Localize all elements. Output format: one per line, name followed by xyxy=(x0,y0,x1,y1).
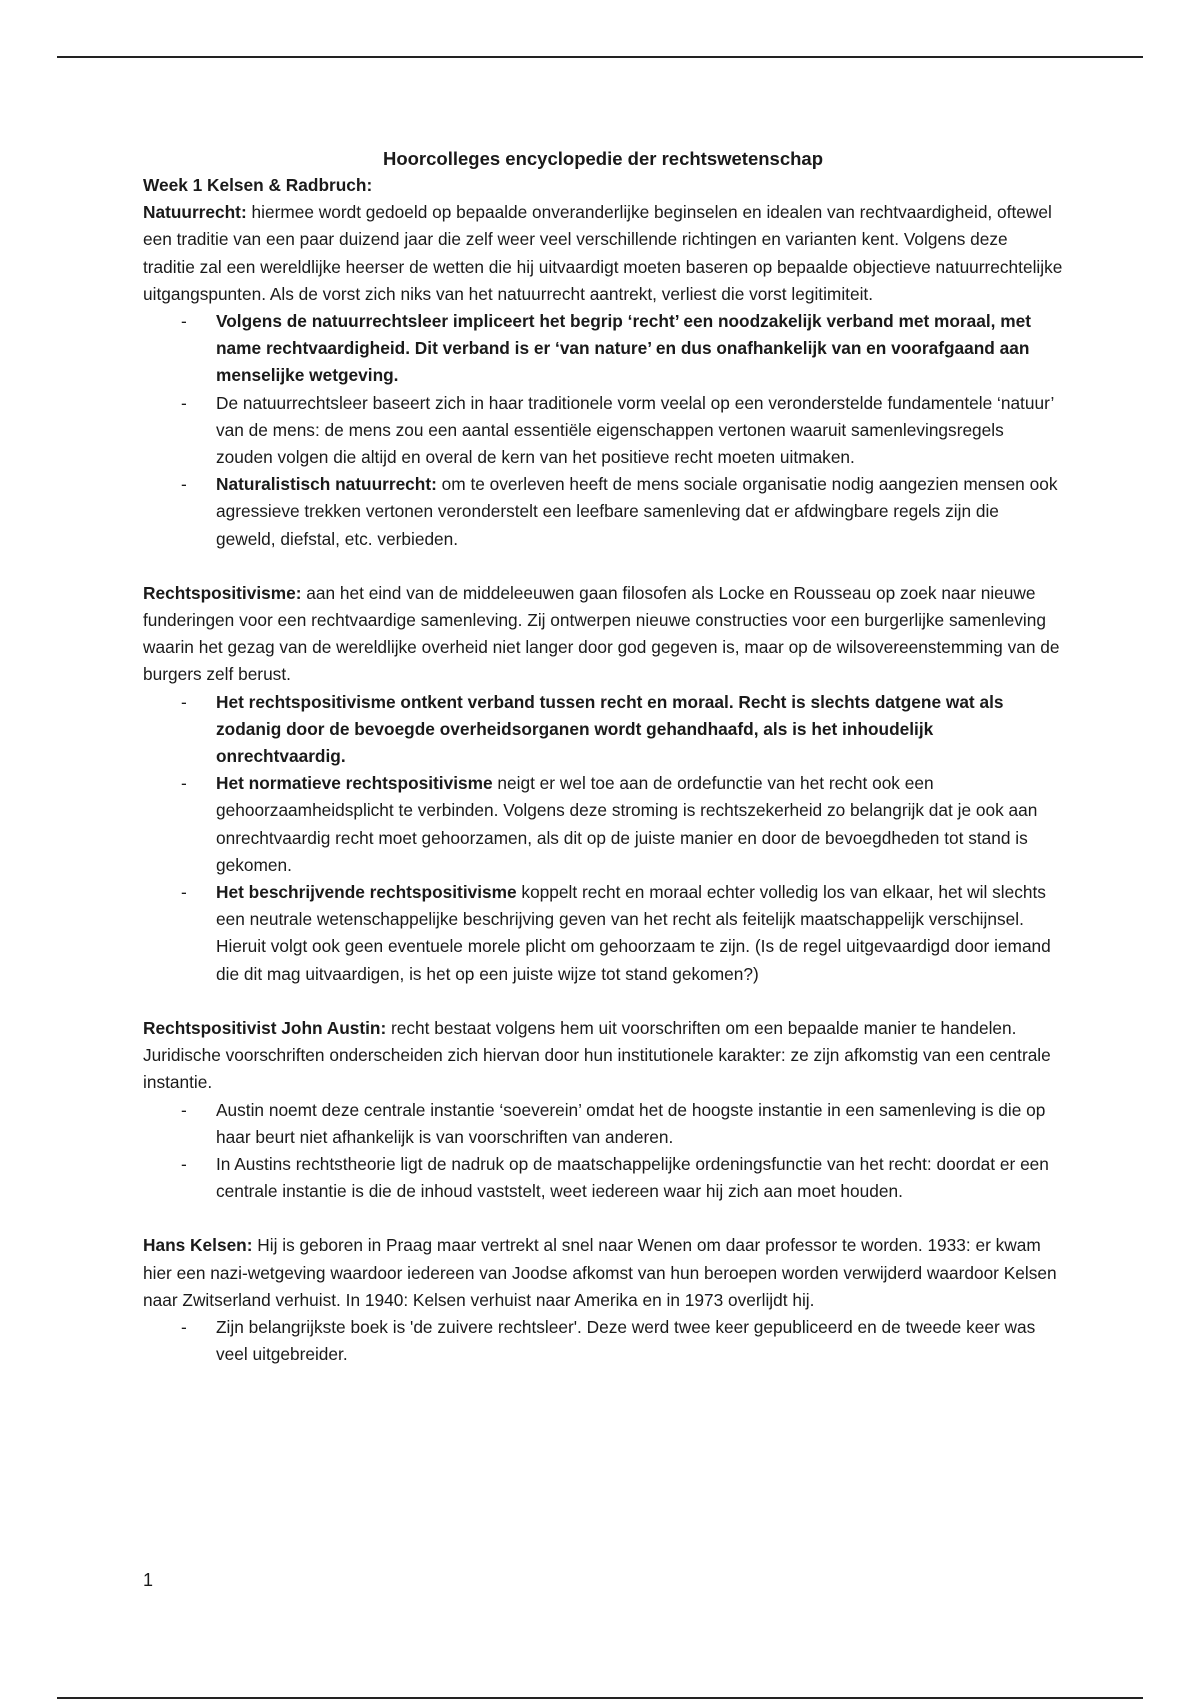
list-item-text: In Austins rechtstheorie ligt de nadruk op de maatschappelijke ordeningsfunctie van het recht: doordat er een centrale instantie is die de inhoud vaststelt, weet iedereen waar hij zich aan moet houden. xyxy=(216,1153,1049,1202)
list-item-bold: Naturalistisch natuurrecht: xyxy=(216,474,437,495)
section-text: hiermee wordt gedoeld op bepaalde onveranderlijke beginselen en idealen van rechtvaardigheid, oftewel een traditie van een paar duizend jaar die zelf weer veel verschillende richtingen en varianten kent. Volgens deze traditie zal een wereldlijke heerser de wetten die hij uitvaardigt moeten baseren op bepaalde objectieve natuurrechtelijke uitgangspunten. Als de vorst zich niks van het natuurrecht aantrekt, verliest die vorst legitimiteit. xyxy=(143,202,1063,304)
section-paragraph xyxy=(143,199,1063,308)
section-text: recht bestaat volgens hem uit voorschriften om een bepaalde manier te handelen. Juridische voorschriften onderscheiden zich hiervan door hun institutionele karakter: ze zijn afkomstig van een centrale instantie. xyxy=(143,1017,1051,1093)
bullet-dash: - xyxy=(181,882,187,903)
list-item xyxy=(143,879,1063,988)
section-term: Rechtspositivisme: xyxy=(143,582,302,603)
list-item-bold: Het beschrijvende rechtspositivisme xyxy=(216,882,517,903)
section-hans-kelsen xyxy=(143,1232,1063,1368)
document-body xyxy=(143,145,1063,1368)
section-paragraph xyxy=(143,1232,1063,1314)
bullet-list xyxy=(143,1097,1063,1206)
bullet-list xyxy=(143,308,1063,553)
bullet-dash: - xyxy=(181,311,187,332)
bullet-dash: - xyxy=(181,1099,187,1120)
section-paragraph xyxy=(143,1015,1063,1097)
list-item-text: Zijn belangrijkste boek is 'de zuivere rechtsleer'. Deze werd twee keer gepubliceerd en de tweede keer was veel uitgebreider. xyxy=(216,1316,1036,1365)
section-text: aan het eind van de middeleeuwen gaan filosofen als Locke en Rousseau op zoek naar nieuwe funderingen voor een rechtvaardige samenleving. Zij ontwerpen nieuwe constructies voor een burgerlijke samenleving waarin het gezag van de wereldlijke overheid niet langer door god gegeven is, maar op de wilsovereenstemming van de burgers zelf berust. xyxy=(143,582,1060,685)
bullet-dash: - xyxy=(181,392,187,413)
section-term: Hans Kelsen: xyxy=(143,1235,253,1256)
section-natuurrecht xyxy=(143,199,1063,553)
section-text: Hij is geboren in Praag maar vertrekt al snel naar Wenen om daar professor te worden. 1933: er kwam hier een nazi-wetgeving waardoor iedereen van Joodse afkomst van hun beroepen worden verwijderd waardoor Kelsen naar Zwitserland verhuist. In 1940: Kelsen verhuist naar Amerika en in 1973 overlijdt hij. xyxy=(143,1235,1057,1310)
list-item-text: neigt er wel toe aan de ordefunctie van het recht ook een gehoorzaamheidsplicht te verbinden. Volgens deze stroming is rechtszekerheid zo belangrijk dat je ook aan onrechtvaardig recht moet gehoorzamen, als dit op de juiste manier en door de bevoegdheden tot stand is gekomen. xyxy=(216,773,1038,875)
bullet-dash: - xyxy=(181,1153,187,1174)
list-item-text: koppelt recht en moraal echter volledig los van elkaar, het wil slechts een neutrale wetenschappelijke beschrijving geven van het recht als feitelijk maatschappelijk verschijnsel. Hieruit volgt ook geen eventuele morele plicht om gehoorzaam te zijn. (Is de regel uitgevaardigd door iemand die dit mag uitvaardigen, is het op een juiste wijze tot stand gekomen?) xyxy=(216,882,1051,984)
list-item-bold: Volgens de natuurrechtsleer impliceert het begrip ‘recht’ een noodzakelijk verband met moraal, met name rechtvaardigheid. Dit verband is er ‘van nature’ en dus onafhankelijk van en voorafgaand aan menselijke wetgeving. xyxy=(216,311,1032,386)
bullet-dash: - xyxy=(181,474,187,495)
section-term: Natuurrecht: xyxy=(143,202,247,223)
list-item-text: De natuurrechtsleer baseert zich in haar traditionele vorm veelal op een veronderstelde fundamentele ‘natuur’ van de mens: de mens zou een aantal essentiële eigenschappen vertonen waaruit samenlevingsregels zouden volgen die altijd en overal de kern van het positieve recht moeten uitmaken. xyxy=(216,392,1054,468)
bullet-list xyxy=(143,689,1063,988)
section-spacer xyxy=(143,1205,1063,1232)
section-paragraph xyxy=(143,580,1063,689)
list-item-bold: Het rechtspositivisme ontkent verband tussen recht en moraal. Recht is slechts datgene wat als zodanig door de bevoegde overheidsorganen wordt gehandhaafd, als is het inhoudelijk onrechtvaardig. xyxy=(216,691,1004,767)
list-item xyxy=(143,1151,1063,1205)
bullet-dash: - xyxy=(181,1316,187,1337)
list-item xyxy=(143,471,1063,553)
section-term: Rechtspositivist John Austin: xyxy=(143,1017,387,1038)
list-item xyxy=(143,390,1063,472)
list-item-text: om te overleven heeft de mens sociale organisatie nodig aangezien mensen ook agressieve trekken vertonen veronderstelt een leefbare samenleving dat er afdwingbare regels zijn die geweld, diefstal, etc. verbieden. xyxy=(216,474,1058,549)
list-item-text: Austin noemt deze centrale instantie ‘soeverein’ omdat het de hoogste instantie in een samenleving is die op haar beurt niet afhankelijk is van voorschriften van anderen. xyxy=(216,1099,1046,1147)
week-heading: Week 1 Kelsen & Radbruch: xyxy=(143,175,373,195)
section-spacer xyxy=(143,553,1063,580)
list-item xyxy=(143,308,1063,390)
header-rule xyxy=(57,56,1143,58)
footer-rule xyxy=(57,1697,1143,1699)
bullet-list xyxy=(143,1314,1063,1368)
page-number: 1 xyxy=(143,1570,154,1590)
bullet-dash: - xyxy=(181,773,187,794)
list-item xyxy=(143,770,1063,879)
list-item xyxy=(143,1314,1063,1368)
section-john-austin xyxy=(143,1015,1063,1205)
list-item xyxy=(143,689,1063,771)
section-rechtspositivisme xyxy=(143,580,1063,988)
section-spacer xyxy=(143,988,1063,1015)
bullet-dash: - xyxy=(181,691,187,712)
list-item xyxy=(143,1097,1063,1151)
list-item-bold: Het normatieve rechtspositivisme xyxy=(216,773,493,794)
document-title: Hoorcolleges encyclopedie der rechtswetenschap xyxy=(382,148,824,169)
